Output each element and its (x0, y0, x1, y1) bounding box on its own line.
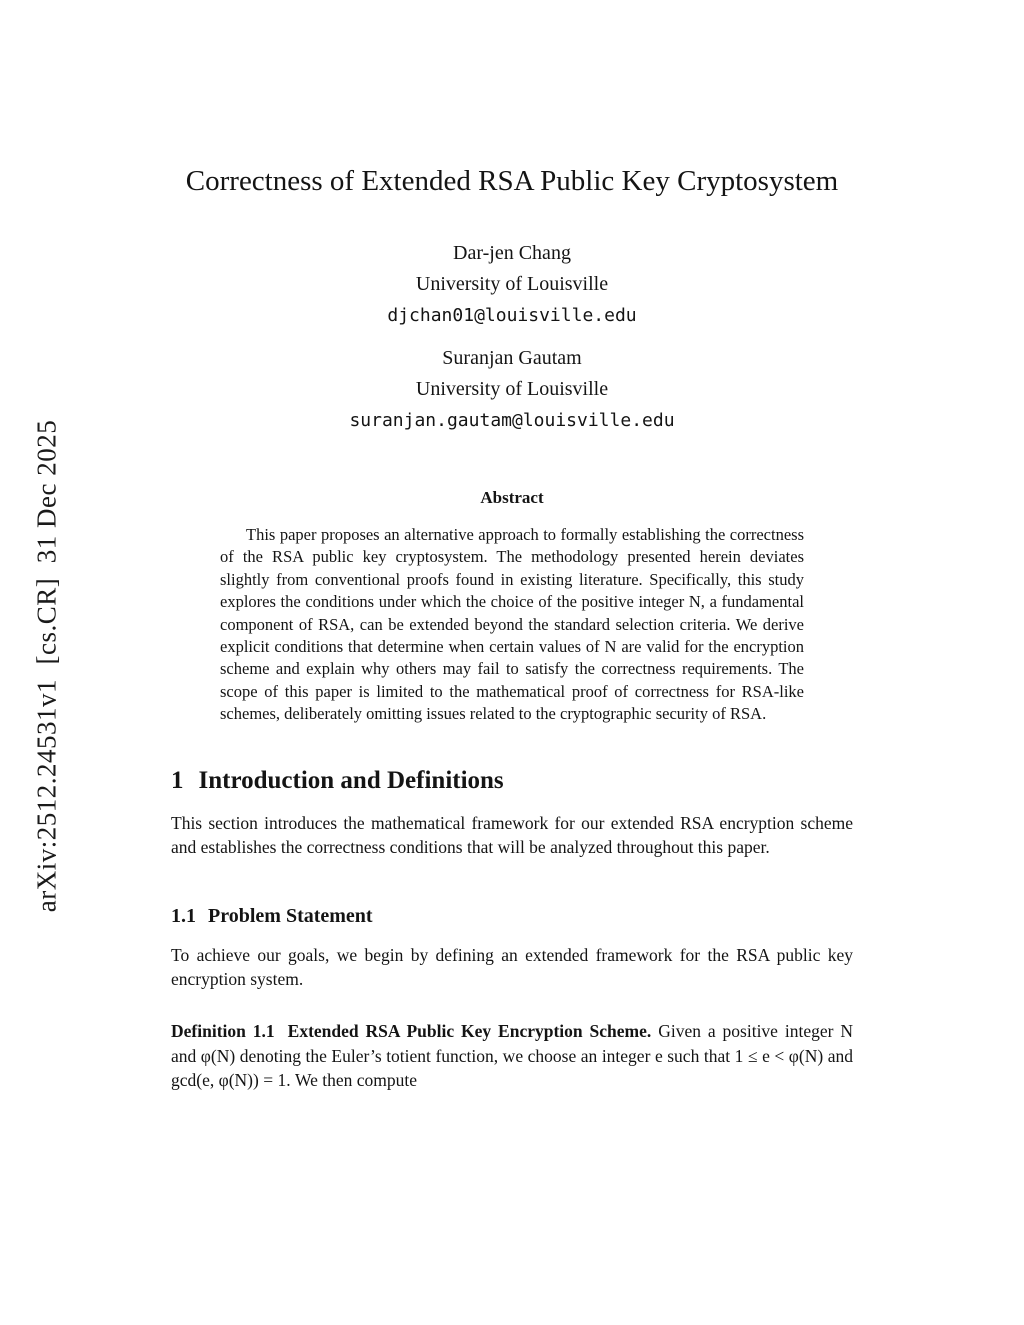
section-1-title: Introduction and Definitions (198, 766, 504, 794)
definition-1-1-title: Extended RSA Public Key Encryption Scheme. (287, 1021, 652, 1042)
author-2-email: suranjan.gautam@louisville.edu (349, 410, 675, 432)
abstract-heading: Abstract (480, 488, 544, 508)
section-1-number: 1 (171, 766, 184, 794)
author-1-email: djchan01@louisville.edu (387, 305, 637, 327)
author-2-affiliation: University of Louisville (415, 378, 609, 401)
author-1 (171, 238, 853, 331)
abstract-text: This paper proposes an alternative approach to formally establishing the correctness of the RSA public key cryptosystem. The methodology presented herein deviates slightly from conventional proofs found in existing literature. Specifically, this study explores the conditions under which the choice of the positive integer N, a fundamental component of RSA, can be extended beyond the standard selection criteria. We derive explicit conditions that determine when certain values of N are valid for the encryption scheme and explain why others may fail to satisfy the correctness requirements. The scope of this paper is limited to the mathematical proof of correctness for RSA-like schemes, deliberately omitting issues related to the cryptographic security of RSA. (220, 525, 804, 724)
paper-title: Correctness of Extended RSA Public Key Cryptosystem (185, 165, 839, 197)
author-block (171, 238, 853, 436)
subsection-1-1-title: Problem Statement (208, 904, 373, 927)
definition-1-1-label: Definition 1.1 (171, 1021, 275, 1042)
author-2-name: Suranjan Gautam (442, 347, 582, 370)
arxiv-watermark: arXiv:2512.24531v1 [cs.CR] 31 Dec 2025 (31, 419, 62, 913)
definition-1-1-body: Given a positive integer N and φ(N) denoting the Euler’s totient function, we choose an integer e such that 1 ≤ e < φ(N) and gcd(e, φ(N)) = 1. We then compute (171, 1021, 853, 1091)
section-1-heading (171, 766, 853, 796)
definition-1-1-paragraph (171, 1019, 853, 1093)
author-2 (171, 343, 853, 436)
author-1-affiliation: University of Louisville (415, 273, 609, 296)
section-1-paragraph: This section introduces the mathematical framework for our extended RSA encryption scheme and establishes the correctness conditions that will be analyzed throughout this paper. (171, 812, 853, 858)
abstract-section (220, 488, 804, 726)
subsection-1-1-number: 1.1 (171, 904, 196, 927)
subsection-1-1-heading (171, 904, 853, 928)
paper-content (171, 0, 853, 1093)
author-1-name: Dar-jen Chang (453, 242, 571, 265)
subsection-1-1-paragraph: To achieve our goals, we begin by defining an extended framework for the RSA public key encryption system. (171, 944, 853, 990)
